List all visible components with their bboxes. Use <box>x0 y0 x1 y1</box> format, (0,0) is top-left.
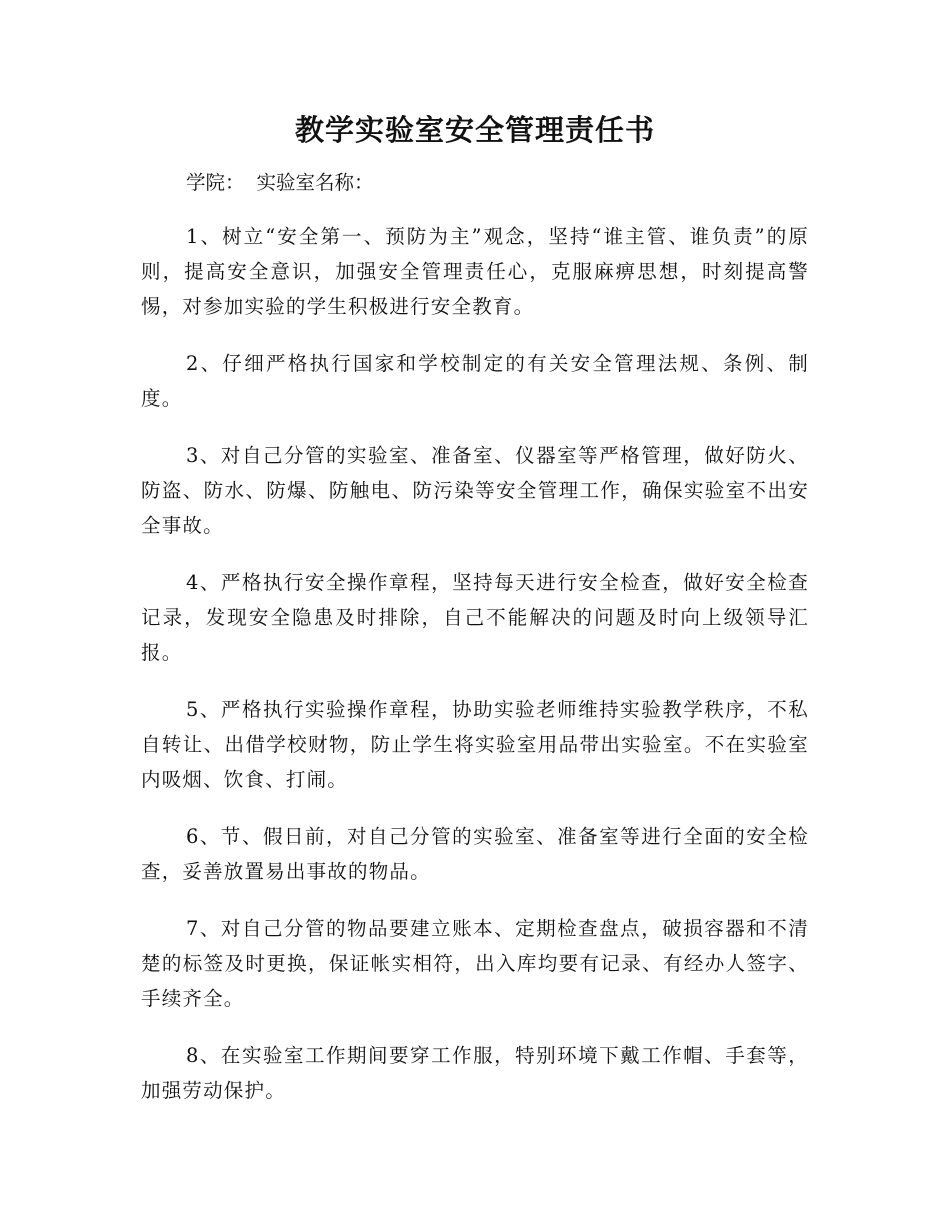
clause-paragraph-3: 3、对自己分管的实验室、准备室、仪器室等严格管理，做好防火、防盗、防水、防爆、防触电、防污染等安全管理工作，确保实验室不出安全事故。 <box>141 444 809 537</box>
clause-paragraph-2: 2、仔细严格执行国家和学校制定的有关安全管理法规、条例、制度。 <box>141 352 809 410</box>
document-title: 教学实验室安全管理责任书 <box>294 113 655 147</box>
clause-paragraph-7: 7、对自己分管的物品要建立账本、定期检查盘点，破损容器和不清楚的标签及时更换，保证帐实相符，出入库均要有记录、有经办人签字、手续齐全。 <box>141 917 809 1010</box>
clause-paragraph-5: 5、严格执行实验操作章程，协助实验老师维持实验教学秩序，不私自转让、出借学校财物，防止学生将实验室用品带出实验室。不在实验室内吸烟、饮食、打闹。 <box>141 698 809 791</box>
college-label: 学院： <box>186 171 245 194</box>
clause-paragraph-4: 4、严格执行安全操作章程，坚持每天进行安全检查，做好安全检查记录，发现安全隐患及时排除，自己不能解决的问题及时向上级领导汇报。 <box>141 571 809 664</box>
clause-paragraph-6: 6、节、假日前，对自己分管的实验室、准备室等进行全面的安全检查，妥善放置易出事故的物品。 <box>141 825 809 883</box>
header-fields <box>186 168 374 198</box>
clause-paragraph-8: 8、在实验室工作期间要穿工作服，特别环境下戴工作帽、手套等，加强劳动保护。 <box>141 1044 809 1102</box>
lab-name-label: 实验室名称： <box>256 171 374 194</box>
clause-paragraph-1: 1、树立“安全第一、预防为主”观念，坚持“谁主管、谁负责”的原则，提高安全意识，加强安全管理责任心，克服麻痹思想，时刻提高警惕，对参加实验的学生积极进行安全教育。 <box>141 225 809 318</box>
document-body <box>141 219 809 1130</box>
